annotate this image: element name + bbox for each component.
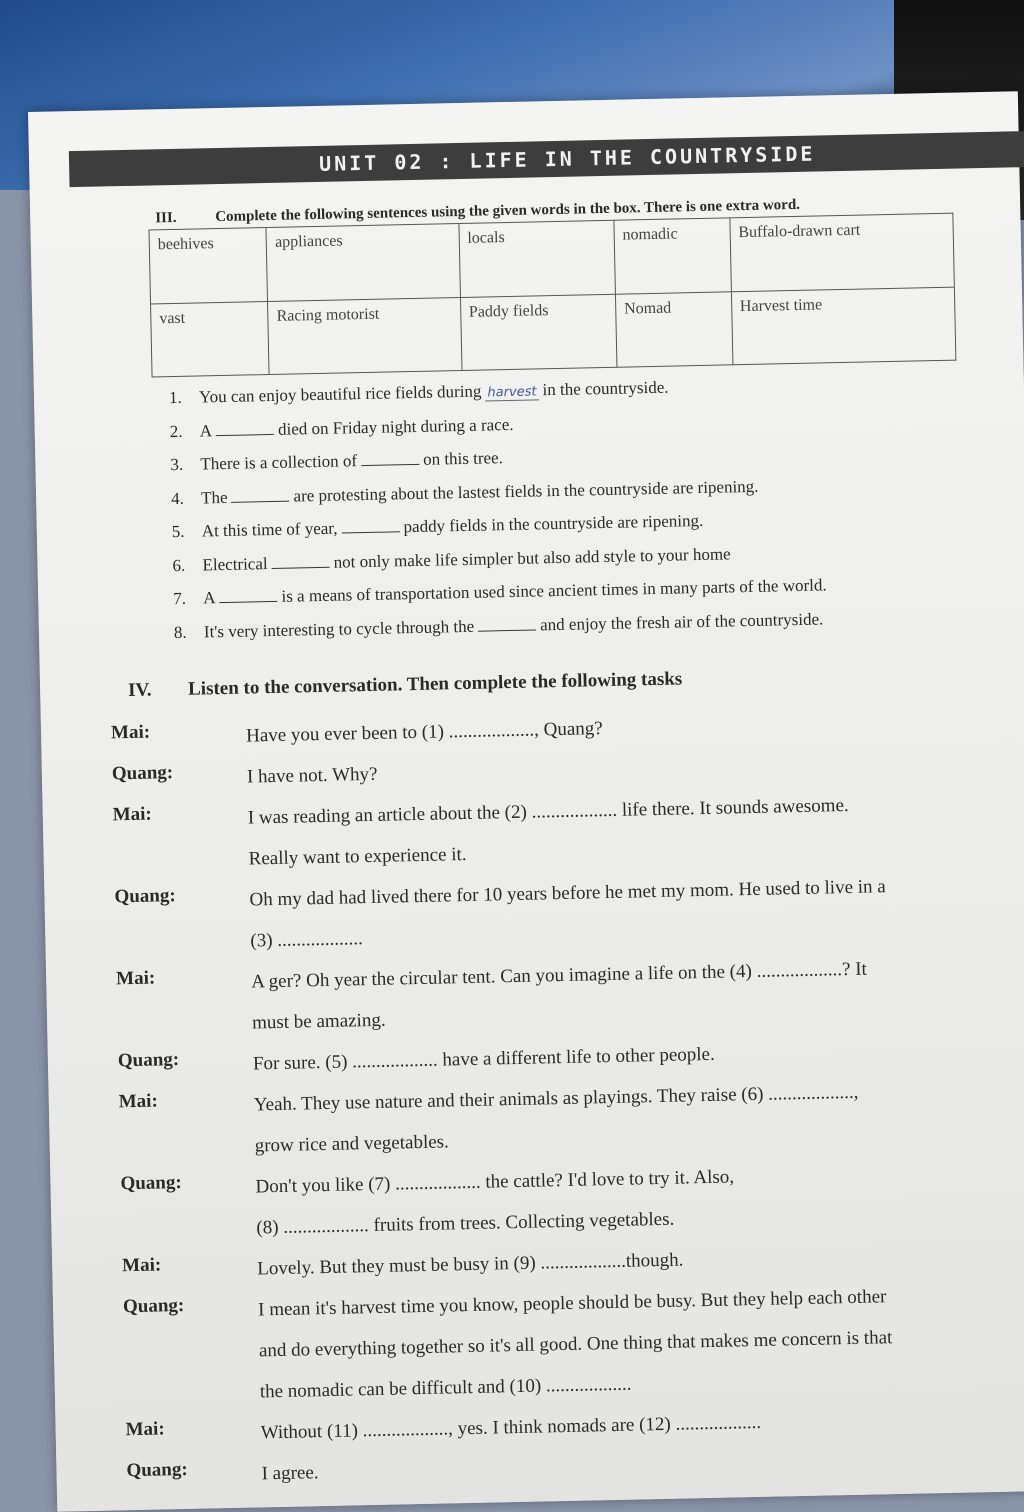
- speaker-name: Quang:: [122, 1294, 185, 1318]
- speaker-name: Mai:: [125, 1418, 165, 1441]
- dialogue-text: I have not. Why?: [246, 763, 378, 788]
- speaker-name: [121, 1207, 257, 1251]
- sentence-text-after: and enjoy the fresh air of the countryside.: [539, 608, 824, 634]
- answer-blank[interactable]: [231, 486, 289, 502]
- dialogue-text: Don't you like (7) .................. the cattle? I'd love to try it. Also,: [255, 1166, 735, 1198]
- word-box-cell: Paddy fields: [460, 294, 617, 371]
- conversation: [111, 700, 1007, 1497]
- sentence-text-after: died on Friday night during a race.: [277, 414, 514, 439]
- unit-header-bar: [69, 131, 1024, 187]
- exercise-3-sentences: [169, 364, 994, 649]
- answer-blank[interactable]: [271, 552, 329, 568]
- word-box: [148, 213, 956, 378]
- speaker-name: [124, 1371, 260, 1415]
- sentence-text-after: are protesting about the lastest fields in the countryside are ripening.: [293, 476, 759, 506]
- answer-blank[interactable]: [361, 450, 419, 466]
- dialogue-text: For sure. (5) .................. have a different life to other people.: [252, 1043, 715, 1075]
- speaker-name: Mai:: [118, 1090, 159, 1113]
- speaker-name: [124, 1330, 260, 1374]
- word-box-cell: Buffalo-drawn cart: [730, 213, 955, 291]
- sentence-text-before: There is a collection of: [200, 451, 358, 474]
- speaker-name: Quang:: [117, 1049, 180, 1072]
- word-box-cell: vast: [151, 301, 270, 377]
- dialogue-text: and do everything together so it's all good. One thing that makes me concern is that: [258, 1327, 893, 1362]
- sentence-number: 1.: [168, 387, 182, 408]
- word-box-row: [151, 287, 956, 377]
- sentence-text-before: It's very interesting to cycle through the: [203, 616, 475, 641]
- sentence-text-after: not only make life simpler but also add style to your home: [333, 543, 731, 572]
- exercise-3-text: Complete the following sentences using the given words in the box. There is one extra word.: [215, 196, 801, 226]
- exercise-4-instruction: [128, 662, 978, 702]
- answer-blank[interactable]: [216, 419, 274, 435]
- sentence-number: 5.: [171, 521, 185, 542]
- word-box-cell: Racing motorist: [268, 297, 462, 375]
- dialogue-text: Lovely. But they must be busy in (9) ..................though.: [257, 1249, 684, 1280]
- sentence-number: 4.: [170, 488, 185, 508]
- exercise-4-text: Listen to the conversation. Then complete the following tasks: [187, 668, 683, 700]
- exercise-3-number: III.: [155, 209, 177, 227]
- dialogue-text: Yeah. They use nature and their animals as playings. They raise (6) ..................,: [253, 1081, 859, 1116]
- word-box-cell: appliances: [266, 224, 460, 302]
- speaker-name: Mai:: [112, 803, 152, 826]
- sentence-text-before: You can enjoy beautiful rice fields during: [198, 381, 482, 407]
- sentence-text-after: paddy fields in the countryside are ripening.: [403, 510, 704, 537]
- sentence-number: 7.: [173, 588, 187, 609]
- sentence-text-before: A: [203, 588, 216, 608]
- sentence-number: 6.: [172, 555, 186, 575]
- dialogue-text: must be amazing.: [251, 1009, 386, 1034]
- word-box-cell: nomadic: [614, 218, 731, 294]
- speaker-name: Mai:: [110, 721, 151, 744]
- sentence-text-before: A: [199, 420, 213, 440]
- word-box-cell: Harvest time: [731, 287, 956, 365]
- worksheet-page: [28, 91, 1024, 1511]
- dialogue-text: A ger? Oh year the circular tent. Can you imagine a life on the (4) ..................? It: [251, 958, 868, 993]
- dialogue-text: Oh my dad had lived there for 10 years before he met my mom. He used to live in a: [249, 876, 886, 911]
- dialogue-text: I agree.: [261, 1462, 319, 1485]
- speaker-name: Quang:: [120, 1172, 182, 1195]
- dialogue-text: grow rice and vegetables.: [254, 1131, 450, 1157]
- dialogue-text: the nomadic can be difficult and (10) ..................: [259, 1373, 632, 1403]
- word-box-cell: beehives: [149, 228, 268, 304]
- speaker-name: Quang:: [114, 885, 176, 908]
- answer-blank[interactable]: [478, 615, 536, 631]
- speaker-name: Mai:: [121, 1254, 162, 1277]
- exercise-4-number: IV.: [127, 679, 152, 702]
- answer-blank[interactable]: [219, 587, 277, 603]
- sentence-text-after: in the countryside.: [542, 377, 669, 400]
- speaker-name: [115, 921, 251, 965]
- sentence-number: 8.: [173, 622, 187, 642]
- dialogue-text: I was reading an article about the (2) .................. life there. It sounds awesome.: [247, 794, 849, 829]
- dialogue-text: Really want to experience it.: [248, 843, 467, 870]
- sentence-number: 3.: [170, 454, 184, 475]
- speaker-name: Quang:: [126, 1458, 188, 1482]
- answer-blank[interactable]: harvest: [485, 385, 538, 401]
- answer-blank[interactable]: [341, 517, 399, 533]
- speaker-name: [113, 839, 249, 883]
- speaker-name: Quang:: [111, 762, 174, 785]
- word-box-cell: Nomad: [615, 291, 732, 367]
- unit-title: UNIT 02 : LIFE IN THE COUNTRYSIDE: [318, 141, 816, 176]
- dialogue-text: (3) ..................: [250, 928, 364, 952]
- speaker-name: Mai:: [115, 967, 156, 990]
- speaker-name: [119, 1125, 255, 1169]
- speaker-name: [117, 1003, 253, 1047]
- sentence-text-before: The: [200, 487, 228, 507]
- sentence-number: 2.: [169, 421, 183, 441]
- dialogue-text: Without (11) .................., yes. I think nomads are (12) ..................: [260, 1411, 762, 1444]
- sentence-text-before: Electrical: [202, 553, 268, 574]
- sentence-text-after: is a means of transportation used since ancient times in many parts of the world.: [281, 575, 827, 606]
- word-box-cell: locals: [459, 220, 616, 297]
- sentence-text-before: At this time of year,: [201, 518, 338, 541]
- sentence-text-after: on this tree.: [422, 448, 504, 469]
- dialogue-text: Have you ever been to (1) .................., Quang?: [245, 718, 603, 747]
- dialogue-text: (8) .................. fruits from trees. Collecting vegetables.: [256, 1208, 675, 1239]
- dialogue-text: I mean it's harvest time you know, people should be busy. But they help each other: [257, 1286, 887, 1321]
